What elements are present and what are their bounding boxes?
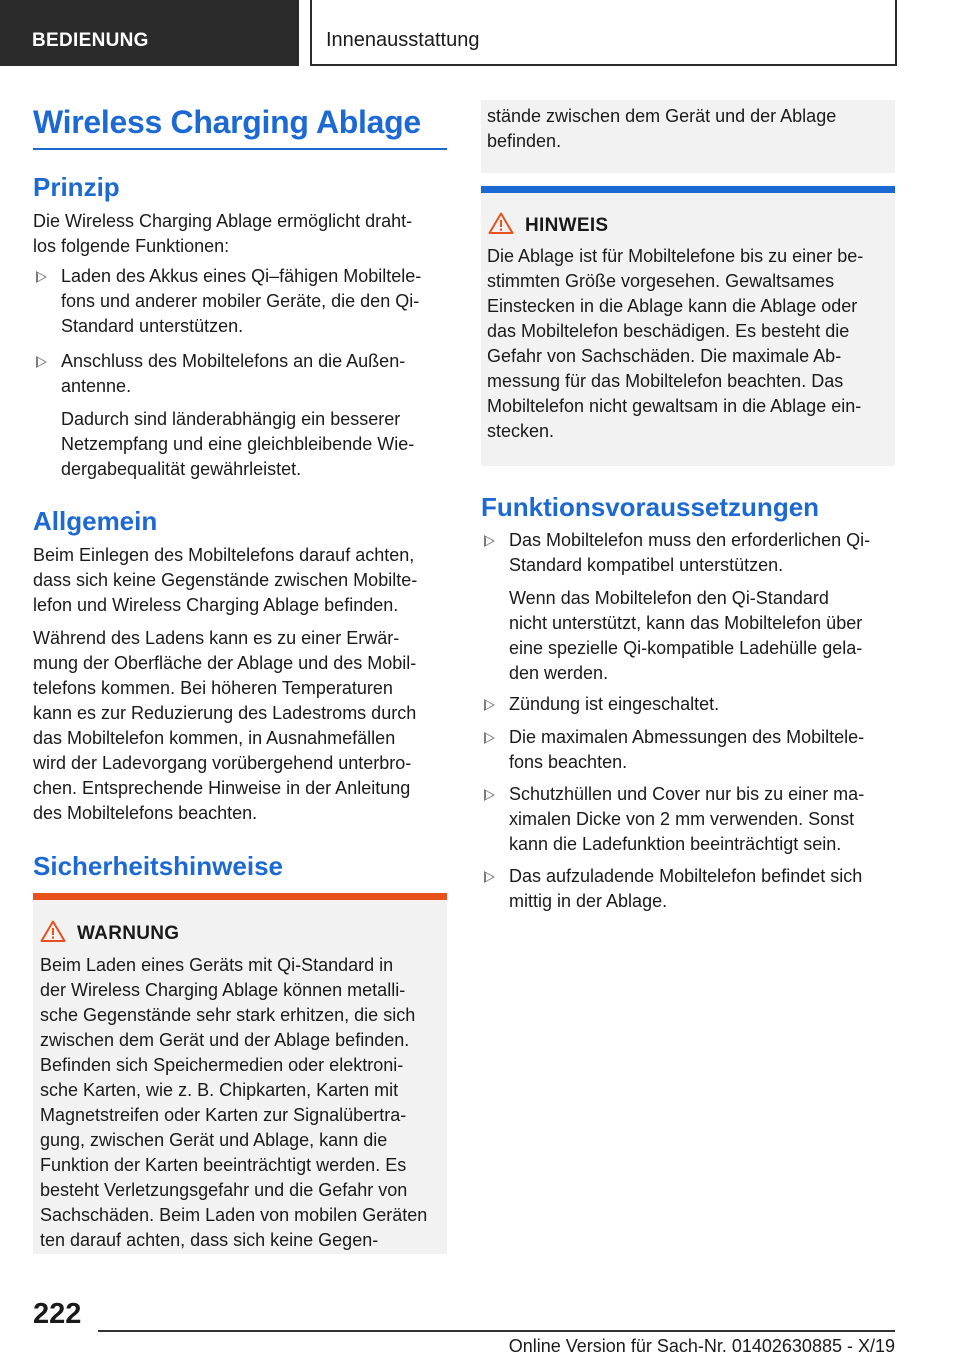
- text-line: Die Wireless Charging Ablage ermöglicht draht-: [33, 211, 413, 231]
- hinweis-text: [487, 244, 891, 444]
- warning-box-continued: [481, 100, 895, 173]
- list-item: [509, 725, 895, 775]
- allgemein-paragraph-2: [33, 626, 447, 826]
- allgemein-paragraph-1: [33, 543, 447, 618]
- text-line: fons und anderer mobiler Geräte, die den Qi-: [61, 291, 420, 311]
- page-title: Wireless Charging Ablage: [33, 104, 421, 140]
- text-line: des Mobiltelefons beachten.: [33, 803, 258, 823]
- text-line: los folgende Funktionen:: [33, 236, 230, 256]
- text-line: gung, zwischen Gerät und Ablage, kann die: [40, 1130, 388, 1150]
- text-line: lefon und Wireless Charging Ablage befinden.: [33, 595, 399, 615]
- text-line: zwischen dem Gerät und der Ablage befinden.: [40, 1030, 410, 1050]
- list-item: [509, 692, 895, 717]
- text-line: Magnetstreifen oder Karten zur Signalübertra-: [40, 1105, 407, 1125]
- hinweis-accent-bar: [481, 186, 895, 193]
- text-line: den werden.: [509, 663, 609, 683]
- chapter-tab: [310, 0, 897, 66]
- text-line: Laden des Akkus eines Qi–fähigen Mobiltele-: [61, 266, 422, 286]
- text-line: antenne.: [61, 376, 132, 396]
- text-line: Das Mobiltelefon muss den erforderlichen Qi-: [509, 530, 871, 550]
- bullet-marker-icon: [36, 271, 47, 283]
- text-line: stimmten Größe vorgesehen. Gewaltsames: [487, 271, 835, 291]
- text-line: kann es zur Reduzierung des Ladestroms durch: [33, 703, 417, 723]
- section-title: BEDIENUNG: [32, 30, 149, 51]
- list-item: [509, 864, 895, 914]
- page-number: 222: [33, 1298, 82, 1330]
- section-tab: [0, 0, 299, 66]
- text-line: stände zwischen dem Gerät und der Ablage: [487, 106, 837, 126]
- text-line: Standard unterstützen.: [61, 316, 244, 336]
- warning-triangle-icon: [40, 920, 66, 942]
- text-line: Die maximalen Abmessungen des Mobiltele-: [509, 727, 865, 747]
- text-line: Gefahr von Sachschäden. Die maximale Ab-: [487, 346, 842, 366]
- text-line: eine spezielle Qi-kompatible Ladehülle gela-: [509, 638, 863, 658]
- text-line: Standard kompatibel unterstützen.: [509, 555, 784, 575]
- list-item: [61, 264, 447, 339]
- heading-sicherheitshinweise: Sicherheitshinweise: [33, 851, 283, 881]
- text-line: Beim Einlegen des Mobiltelefons darauf achten,: [33, 545, 415, 565]
- text-line: sche Gegenstände sehr stark erhitzen, die sich: [40, 1005, 416, 1025]
- text-line: nicht unterstützt, kann das Mobiltelefon über: [509, 613, 863, 633]
- text-line: sche Karten, wie z. B. Chipkarten, Karten mit: [40, 1080, 399, 1100]
- text-line: ximalen Dicke von 2 mm verwenden. Sonst: [509, 809, 855, 829]
- text-line: Funktion der Karten beeinträchtigt werden. Es: [40, 1155, 407, 1175]
- bullet-marker-icon: [484, 789, 495, 801]
- list-item: [509, 782, 895, 857]
- text-line: wird der Ladevorgang vorübergehend unterbro-: [33, 753, 412, 773]
- bullet-marker-icon: [36, 356, 47, 368]
- text-line: messung für das Mobiltelefon beachten. Das: [487, 371, 844, 391]
- text-line: Dadurch sind länderabhängig ein besserer: [61, 409, 401, 429]
- hinweis-label: HINWEIS: [525, 215, 609, 236]
- warning-continued-text: [487, 104, 891, 154]
- text-line: chen. Entsprechende Hinweise in der Anleitung: [33, 778, 411, 798]
- text-line: fons beachten.: [509, 752, 628, 772]
- text-line: Sachschäden. Beim Laden von mobilen Geräten: [40, 1205, 428, 1225]
- warning-text: [40, 953, 444, 1253]
- text-line: dergabequalität gewährleistet.: [61, 459, 302, 479]
- text-line: besteht Verletzungsgefahr und die Gefahr von: [40, 1180, 408, 1200]
- text-line: das Mobiltelefon kommen, in Ausnahmefällen: [33, 728, 396, 748]
- text-line: Während des Ladens kann es zu einer Erwär-: [33, 628, 400, 648]
- hinweis-box: [481, 186, 895, 466]
- text-line: Wenn das Mobiltelefon den Qi-Standard: [509, 588, 829, 608]
- bullet-marker-icon: [484, 732, 495, 744]
- text-line: Beim Laden eines Geräts mit Qi-Standard in: [40, 955, 394, 975]
- text-line: Einstecken in die Ablage kann die Ablage oder: [487, 296, 858, 316]
- text-line: Zündung ist eingeschaltet.: [509, 694, 720, 714]
- warning-accent-bar: [33, 893, 447, 900]
- chapter-title: Innenausstattung: [326, 29, 480, 51]
- text-line: ten darauf achten, dass sich keine Gegen-: [40, 1230, 379, 1250]
- warning-label: WARNUNG: [77, 923, 180, 944]
- heading-prinzip: Prinzip: [33, 172, 120, 202]
- text-line: kann die Ladefunktion beeinträchtigt sein.: [509, 834, 842, 854]
- text-line: Netzempfang und eine gleichbleibende Wie-: [61, 434, 415, 454]
- footer-divider: [98, 1330, 895, 1332]
- online-version-note: Online Version für Sach-Nr. 01402630885 - X/19: [508, 1336, 895, 1356]
- warning-triangle-icon: [488, 212, 514, 234]
- text-line: dass sich keine Gegenstände zwischen Mobilte-: [33, 570, 418, 590]
- text-line: Mobiltelefon nicht gewaltsam in die Ablage ein-: [487, 396, 862, 416]
- heading-funktionsvoraussetzungen: Funktionsvoraussetzungen: [481, 492, 820, 522]
- text-line: mittig in der Ablage.: [509, 891, 668, 911]
- bullet-marker-icon: [484, 699, 495, 711]
- bullet-marker-icon: [484, 535, 495, 547]
- bullet-marker-icon: [484, 871, 495, 883]
- text-line: Schutzhüllen und Cover nur bis zu einer ma-: [509, 784, 865, 804]
- text-line: mung der Oberfläche der Ablage und des Mobil-: [33, 653, 417, 673]
- text-line: telefons kommen. Bei höheren Temperaturen: [33, 678, 393, 698]
- text-line: der Wireless Charging Ablage können metalli-: [40, 980, 406, 1000]
- heading-allgemein: Allgemein: [33, 506, 158, 536]
- text-line: Die Ablage ist für Mobiltelefone bis zu einer be-: [487, 246, 864, 266]
- list-item: [61, 349, 447, 482]
- text-line: befinden.: [487, 131, 562, 151]
- prinzip-intro: [33, 209, 447, 259]
- text-line: Befinden sich Speichermedien oder elektroni-: [40, 1055, 404, 1075]
- warning-box: [33, 893, 447, 1254]
- list-item: [509, 528, 895, 686]
- title-divider: [33, 148, 447, 150]
- text-line: das Mobiltelefon beschädigen. Es besteht die: [487, 321, 850, 341]
- text-line: stecken.: [487, 421, 555, 441]
- text-line: Anschluss des Mobiltelefons an die Außen-: [61, 351, 406, 371]
- text-line: Das aufzuladende Mobiltelefon befindet sich: [509, 866, 863, 886]
